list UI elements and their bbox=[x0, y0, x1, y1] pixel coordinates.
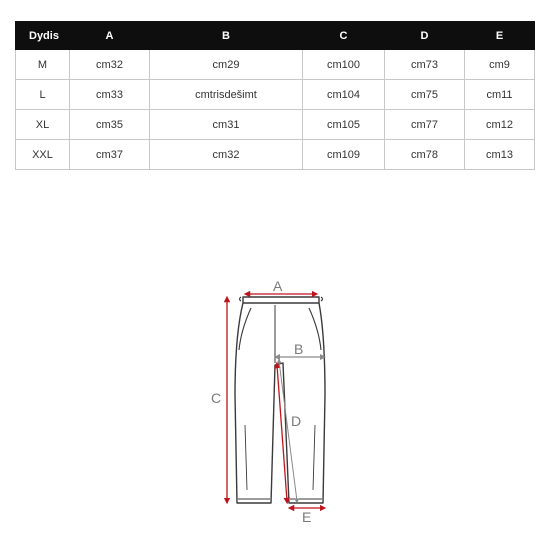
header-cell: Dydis bbox=[16, 22, 70, 50]
table-cell: XXL bbox=[16, 140, 70, 170]
label-a: A bbox=[273, 278, 283, 294]
table-cell: cm12 bbox=[465, 110, 535, 140]
table-cell: cm75 bbox=[385, 80, 465, 110]
table-cell: cm109 bbox=[303, 140, 385, 170]
table-cell: cm32 bbox=[150, 140, 303, 170]
table-cell: XL bbox=[16, 110, 70, 140]
table-header-row bbox=[16, 22, 535, 50]
table-cell: cm105 bbox=[303, 110, 385, 140]
table-cell: cm100 bbox=[303, 50, 385, 80]
label-d: D bbox=[291, 413, 302, 429]
table-cell: cm104 bbox=[303, 80, 385, 110]
table-cell: M bbox=[16, 50, 70, 80]
measurement-c bbox=[211, 299, 227, 501]
label-e: E bbox=[302, 509, 312, 525]
measurement-b bbox=[277, 341, 323, 357]
table-row bbox=[16, 80, 535, 110]
table-cell: cm73 bbox=[385, 50, 465, 80]
table-row bbox=[16, 110, 535, 140]
table-cell: cm33 bbox=[70, 80, 150, 110]
table-cell: cm37 bbox=[70, 140, 150, 170]
size-table bbox=[15, 21, 535, 170]
header-cell: C bbox=[303, 22, 385, 50]
measurement-e bbox=[291, 508, 323, 525]
table-cell: L bbox=[16, 80, 70, 110]
measurement-d bbox=[277, 361, 301, 501]
label-b: B bbox=[294, 341, 304, 357]
table-row bbox=[16, 140, 535, 170]
header-cell: E bbox=[465, 22, 535, 50]
table-cell: cm13 bbox=[465, 140, 535, 170]
pants-measurement-diagram bbox=[205, 275, 355, 525]
table-cell: cm9 bbox=[465, 50, 535, 80]
header-cell: B bbox=[150, 22, 303, 50]
table-cell: cm11 bbox=[465, 80, 535, 110]
table-cell: cm29 bbox=[150, 50, 303, 80]
measurement-a bbox=[247, 278, 315, 294]
header-cell: D bbox=[385, 22, 465, 50]
table-cell: cmtrisdešimt bbox=[150, 80, 303, 110]
table-cell: cm31 bbox=[150, 110, 303, 140]
table-cell: cm35 bbox=[70, 110, 150, 140]
label-c: C bbox=[211, 390, 222, 406]
table-row bbox=[16, 50, 535, 80]
table-cell: cm77 bbox=[385, 110, 465, 140]
header-cell: A bbox=[70, 22, 150, 50]
table-cell: cm32 bbox=[70, 50, 150, 80]
table-cell: cm78 bbox=[385, 140, 465, 170]
